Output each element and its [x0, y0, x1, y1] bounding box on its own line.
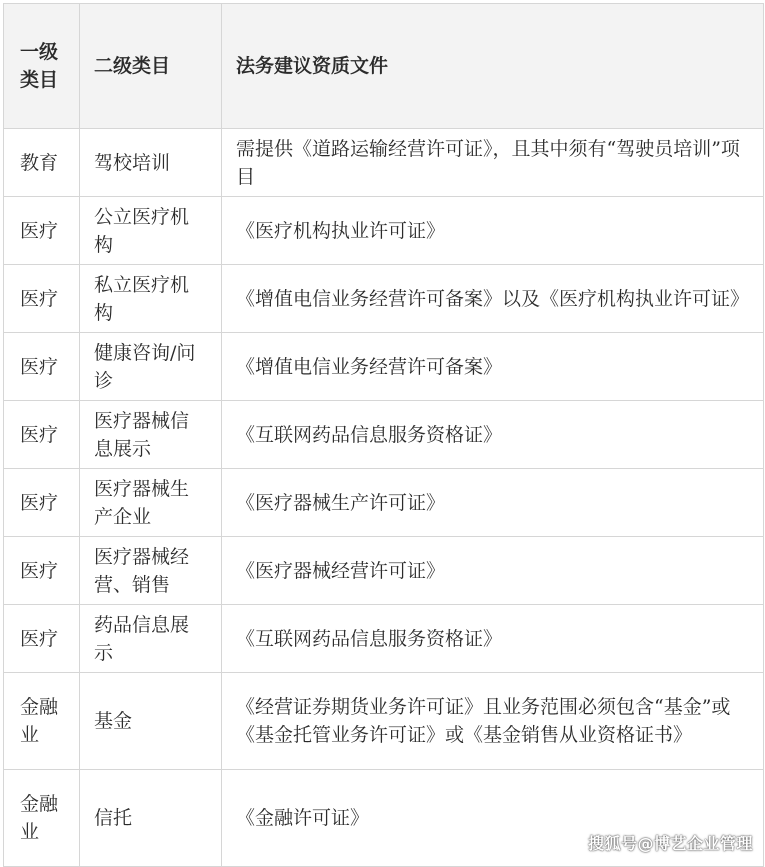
cell-level2: 公立医疗机构: [80, 197, 222, 265]
cell-level1: 金融业: [4, 770, 80, 867]
cell-docs: 《增值电信业务经营许可备案》以及《医疗机构执业许可证》: [222, 265, 764, 333]
cell-level1: 医疗: [4, 605, 80, 673]
cell-level1: 医疗: [4, 401, 80, 469]
table-row: [4, 333, 764, 401]
cell-docs: 《医疗器械经营许可证》: [222, 537, 764, 605]
cell-docs: 《医疗器械生产许可证》: [222, 469, 764, 537]
cell-level1: 教育: [4, 129, 80, 197]
table-row: [4, 401, 764, 469]
cell-level2: 药品信息展示: [80, 605, 222, 673]
cell-docs: 《互联网药品信息服务资格证》: [222, 401, 764, 469]
table-row: [4, 197, 764, 265]
cell-level2: 基金: [80, 673, 222, 770]
table-row: [4, 265, 764, 333]
cell-level1: 医疗: [4, 537, 80, 605]
cell-level2: 医疗器械信息展示: [80, 401, 222, 469]
cell-level2: 信托: [80, 770, 222, 867]
cell-level1: 医疗: [4, 333, 80, 401]
table-row: [4, 537, 764, 605]
table-row: [4, 469, 764, 537]
qualification-table: [3, 3, 764, 867]
header-level1: 一级类目: [4, 4, 80, 129]
cell-level2: 驾校培训: [80, 129, 222, 197]
cell-level1: 医疗: [4, 265, 80, 333]
cell-docs: 《增值电信业务经营许可备案》: [222, 333, 764, 401]
cell-level2: 私立医疗机构: [80, 265, 222, 333]
table-row: [4, 129, 764, 197]
cell-level2: 健康咨询/问诊: [80, 333, 222, 401]
cell-level2: 医疗器械经营、销售: [80, 537, 222, 605]
cell-docs: 《互联网药品信息服务资格证》: [222, 605, 764, 673]
cell-level2: 医疗器械生产企业: [80, 469, 222, 537]
table-header-row: [4, 4, 764, 129]
header-docs: 法务建议资质文件: [222, 4, 764, 129]
cell-docs: 需提供《道路运输经营许可证》，且其中须有“驾驶员培训”项目: [222, 129, 764, 197]
header-level2: 二级类目: [80, 4, 222, 129]
cell-docs: 《金融许可证》: [222, 770, 764, 867]
cell-level1: 医疗: [4, 197, 80, 265]
cell-docs: 《经营证券期货业务许可证》且业务范围必须包含“基金”或《基金托管业务许可证》或《基金销售从业资格证书》: [222, 673, 764, 770]
cell-docs: 《医疗机构执业许可证》: [222, 197, 764, 265]
table-row: [4, 673, 764, 770]
cell-level1: 医疗: [4, 469, 80, 537]
table-row: [4, 605, 764, 673]
cell-level1: 金融业: [4, 673, 80, 770]
watermark: 搜狐号@博艺企业管理: [587, 834, 753, 853]
